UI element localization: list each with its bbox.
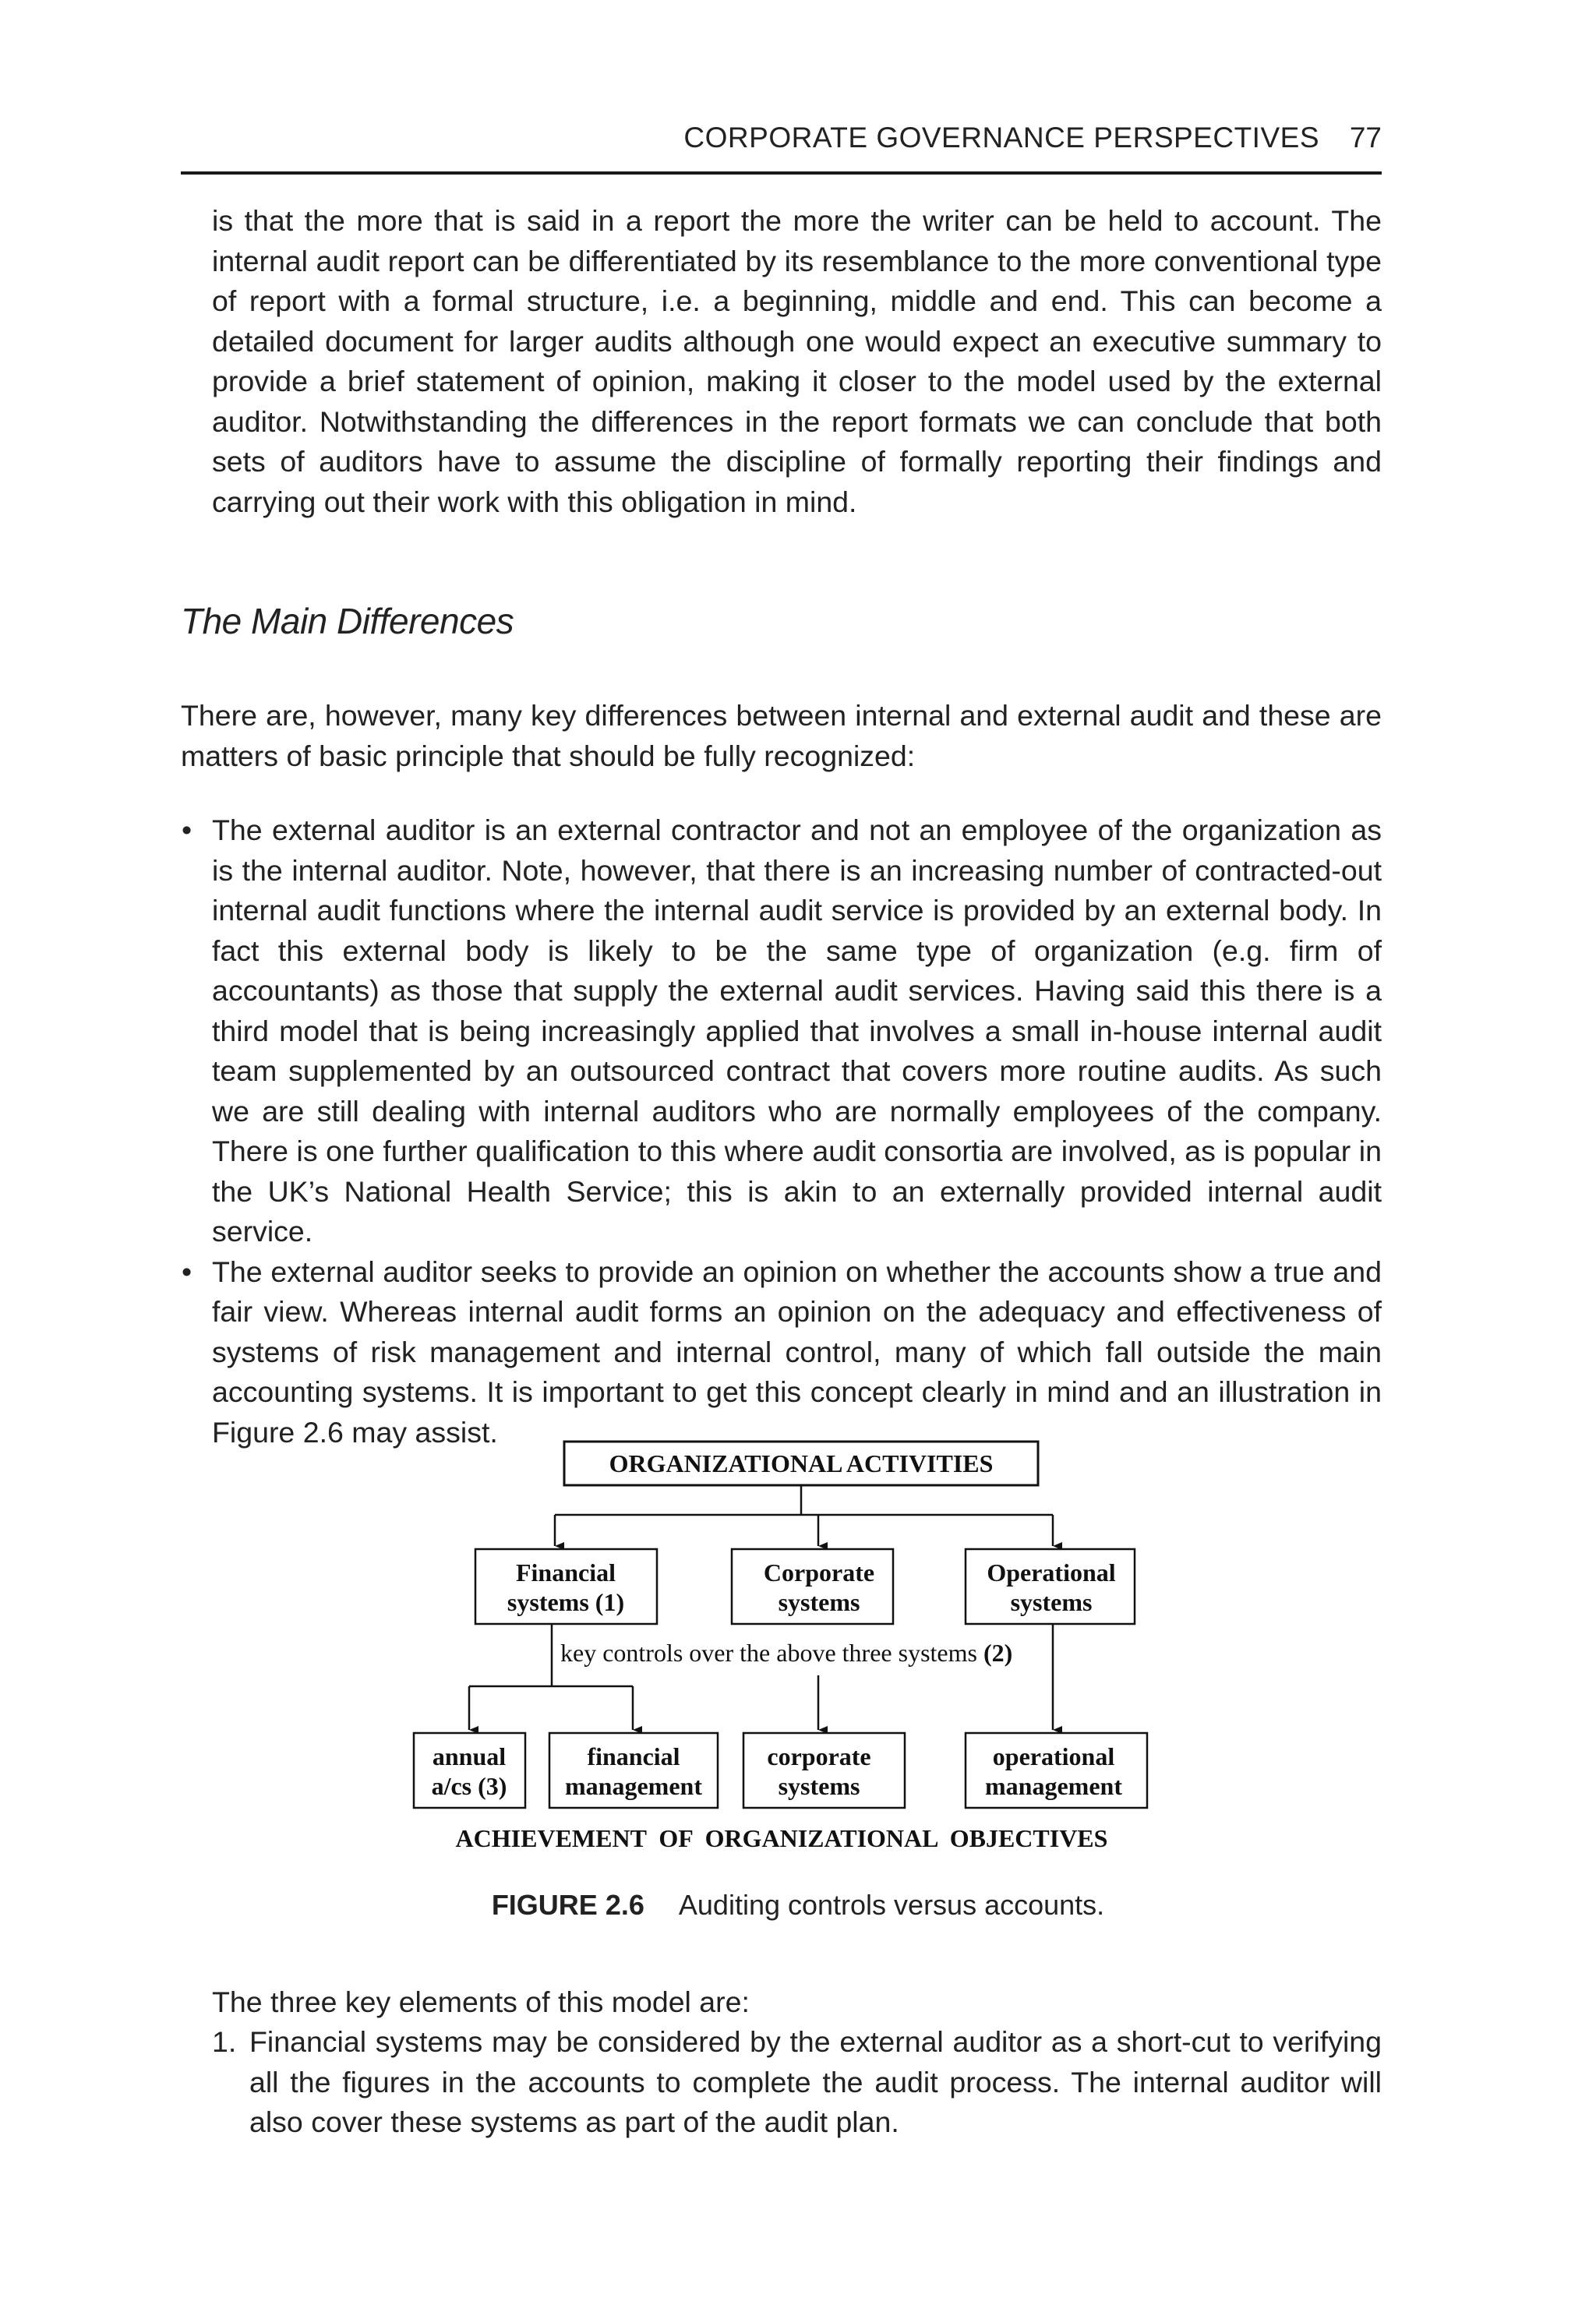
key-controls-label: key controls over the above three systems (2): [560, 1639, 1013, 1667]
running-head: [181, 117, 1382, 175]
top-box-label: ORGANIZATIONAL ACTIVITIES: [609, 1449, 994, 1477]
bullet-icon: •: [182, 814, 192, 846]
list-item-text: Financial systems may be considered by the external auditor as a short-cut to verifying all the figures in the accounts to complete the audit process. The internal auditor will also cover these systems as part of the audit plan.: [249, 2025, 1382, 2138]
list-item-text: The external auditor is an external contractor and not an employee of the organization as is the internal auditor. Note, however, that there is an increasing number of contracted-out internal audit functions where the internal audit service is provided by an external body. In fact this external body is likely to be the same type of organization (e.g. firm of accountants) as those that supply the external audit services. Having said this there is a third model that is being increasingly applied that involves a small in-house internal audit team supplemented by an outsourced contract that covers more routine audits. As such we are still dealing with internal auditors who are normally employees of the company. There is one further qualification to this where audit consortia are involved, as is popular in the UK’s National Health Service; this is akin to an externally provided internal audit service.: [212, 814, 1382, 1248]
page-number: 77: [1349, 122, 1382, 154]
objectives-label: ACHIEVEMENT OF ORGANIZATIONAL OBJECTIVES: [455, 1824, 1108, 1852]
corporate-systems-outcome-line2: systems: [778, 1772, 860, 1800]
financial-systems-line2: systems (1): [507, 1588, 625, 1616]
annual-accounts-line1: annual: [432, 1742, 507, 1770]
figure-caption: [0, 1889, 1596, 1922]
elements-list: [212, 2022, 1382, 2143]
intro-paragraph: is that the more that is said in a report the more the writer can be held to account. The internal audit report can be differentiated by its resemblance to the more conventional type of report with a formal structure, i.e. a beginning, middle and end. This can become a detailed document for larger audits although one would expect an executive summary to provide a brief statement of opinion, making it closer to the model used by the external auditor. Notwithstanding the differences in the report formats we can conclude that both sets of auditors have to assume the discipline of formally reporting their findings and carrying out their work with this obligation in mind.: [212, 204, 1382, 518]
operational-systems-line2: systems: [1010, 1588, 1093, 1616]
financial-management-line2: management: [565, 1772, 702, 1800]
running-head-title: CORPORATE GOVERNANCE PERSPECTIVES: [683, 122, 1319, 154]
differences-list: [182, 810, 1382, 1452]
annual-accounts-line2: a/cs (3): [431, 1772, 507, 1800]
bullet-icon: •: [182, 1255, 192, 1288]
figure-caption-label: FIGURE 2.6: [491, 1889, 644, 1921]
figure-2-6: [0, 1434, 1596, 1932]
list-item: [212, 2022, 1382, 2143]
section-lead-paragraph: There are, however, many key differences between internal and external audit and these are matters of basic principle that should be fully recognized:: [181, 699, 1382, 772]
list-item: [182, 1252, 1382, 1453]
section-heading: The Main Differences: [181, 601, 514, 641]
list-item-number: 1.: [212, 2025, 237, 2058]
corporate-systems-outcome-line1: corporate: [767, 1742, 871, 1770]
operational-management-line1: operational: [992, 1742, 1115, 1770]
list-item-text: The external auditor seeks to provide an opinion on whether the accounts show a true and fair view. Whereas internal audit forms an opinion on the adequacy and effectiveness of systems of risk management and internal control, many of which fall outside the main accounting systems. It is important to get this concept clearly in mind and an illustration in Figure 2.6 may assist.: [212, 1255, 1382, 1449]
elements-intro: The three key elements of this model are:: [212, 1985, 750, 2018]
financial-management-line1: financial: [587, 1742, 680, 1770]
list-item: [182, 810, 1382, 1252]
corporate-systems-line1: Corporate: [763, 1558, 875, 1587]
figure-caption-text: Auditing controls versus accounts.: [678, 1889, 1105, 1921]
operational-systems-line1: Operational: [987, 1558, 1116, 1587]
audit-controls-diagram: [0, 1434, 1596, 1886]
corporate-systems-line2: systems: [778, 1588, 860, 1616]
operational-management-line2: management: [985, 1772, 1122, 1800]
financial-systems-line1: Financial: [515, 1558, 616, 1587]
